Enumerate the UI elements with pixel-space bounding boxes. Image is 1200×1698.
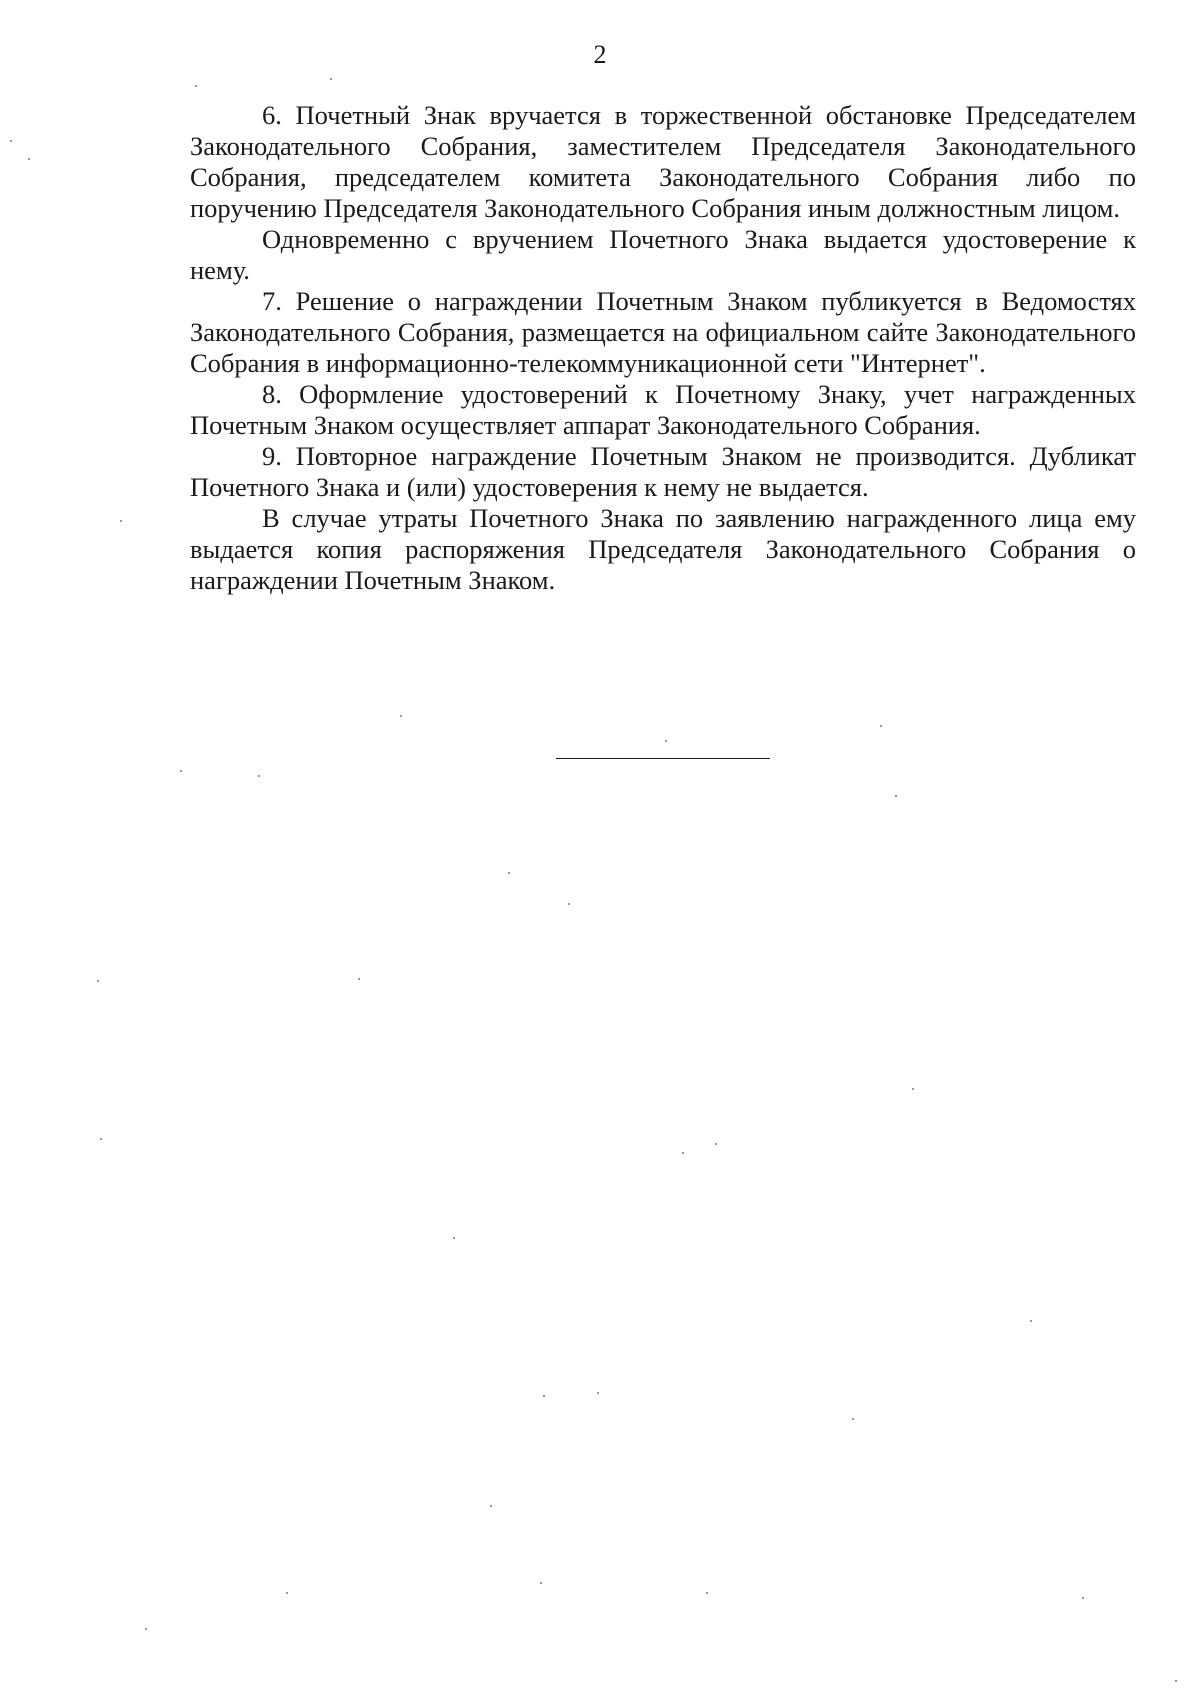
scan-speck (568, 903, 570, 905)
end-separator-line (556, 758, 770, 759)
scan-speck (540, 1582, 542, 1584)
paragraph-loss: В случае утраты Почетного Знака по заявлению награжденного лица ему выдается копия распоряжения Председателя Законодательного Собрания о награждении Почетным Знаком. (190, 503, 1136, 595)
scan-speck (453, 1237, 455, 1239)
scan-speck (180, 770, 182, 772)
scan-speck (258, 775, 260, 777)
scan-speck (28, 158, 30, 160)
paragraph-item-6: 6. Почетный Знак вручается в торжественной обстановке Председателем Законодательного Собрания, заместителем Председателя Законодательного Собрания, председателем комитета Законодательного Собрания либо по поручению Председателя Законодательного Собрания иным должностным лицом. (190, 100, 1136, 223)
scan-speck (508, 872, 510, 874)
scan-speck (286, 1592, 288, 1594)
scan-speck (715, 1143, 717, 1145)
scan-speck (912, 1088, 914, 1090)
paragraph-certificate: Одновременно с вручением Почетного Знака выдается удостоверение к нему. (190, 224, 1136, 285)
scan-speck (597, 1392, 599, 1394)
scan-speck (682, 1152, 684, 1154)
scan-speck (706, 1592, 708, 1594)
scan-speck (400, 715, 402, 717)
scan-speck (358, 978, 360, 980)
scan-speck (490, 1505, 492, 1507)
document-body (190, 100, 1136, 596)
scan-speck (330, 78, 332, 80)
scan-speck (1030, 1320, 1032, 1322)
scan-speck (1175, 1680, 1177, 1682)
paragraph-item-9: 9. Повторное награждение Почетным Знаком не производится. Дубликат Почетного Знака и (или) удостоверения к нему не выдается. (190, 441, 1136, 502)
scan-speck (1082, 1597, 1084, 1599)
scan-speck (195, 85, 197, 87)
scan-speck (120, 520, 122, 522)
page-number: 2 (593, 40, 607, 69)
scan-speck (10, 140, 12, 142)
scan-speck (100, 1138, 102, 1140)
paragraph-item-8: 8. Оформление удостоверений к Почетному Знаку, учет награжденных Почетным Знаком осуществляет аппарат Законодательного Собрания. (190, 379, 1136, 440)
scan-speck (880, 725, 882, 727)
paragraph-item-7: 7. Решение о награждении Почетным Знаком публикуется в Ведомостях Законодательного Собрания, размещается на официальном сайте Законодательного Собрания в информационно-телекоммуникационной сети "Интернет". (190, 286, 1136, 378)
scan-speck (543, 1395, 545, 1397)
scan-speck (895, 795, 897, 797)
scan-speck (145, 1628, 147, 1630)
scan-speck (665, 740, 667, 742)
scan-speck (97, 980, 99, 982)
scan-speck (852, 1418, 854, 1420)
